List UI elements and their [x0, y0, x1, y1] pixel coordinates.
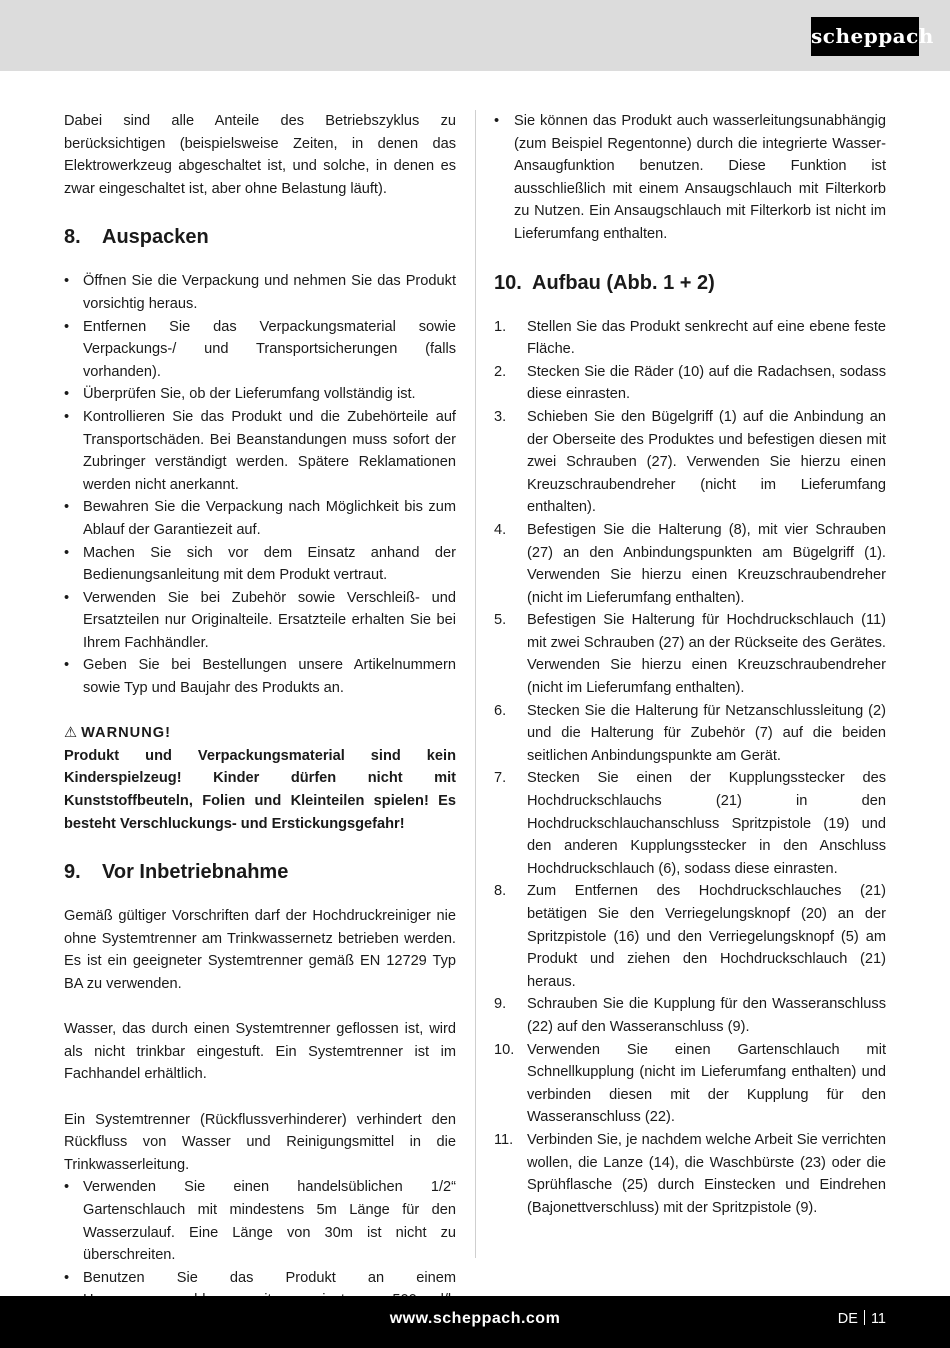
list-item: 11. Verbinden Sie, je nachdem welche Arbeit Sie verrichten wollen, die Lanze (14), die Waschbürste (23) oder die Sprühflasche (25) durch Einstecken und Eindrehen (Bajonettverschluss) mit der Spritzpistole (9).	[494, 1131, 886, 1216]
header-bar	[0, 0, 950, 71]
section-9-title: Vor Inbetriebnahme	[102, 861, 289, 884]
section-9-paragraph-2: Wasser, das durch einen Systemtrenner geflossen ist, wird als nicht trinkbar eingestuft. Ein Systemtrenner ist im Fachhandel erhältlich.	[64, 1021, 456, 1083]
section-9-paragraph-1: Gemäß gültiger Vorschriften darf der Hochdruckreiniger nie ohne Systemtrenner am Trinkwassernetz betrieben werden. Es ist ein geeigneter Systemtrenner gemäß EN 12729 Typ BA zu verwenden.	[64, 908, 456, 992]
list-item: • Bewahren Sie die Verpackung nach Möglichkeit bis zum Ablauf der Garantiezeit auf.	[64, 499, 456, 538]
page-number: 11	[870, 1311, 886, 1327]
list-item: • Verwenden Sie einen handelsüblichen 1/2“ Gartenschlauch mit mindestens 5m Länge für den Wasserzulauf. Eine Länge von 30m ist nicht zu überschreiten.	[64, 1179, 456, 1264]
list-item: 1. Stellen Sie das Produkt senkrecht auf eine ebene feste Fläche.	[494, 318, 886, 358]
warning-text: Produkt und Verpackungsmaterial sind kein Kinderspielzeug! Kinder dürfen nicht mit Kunststoffbeuteln, Folien und Kleinteilen spielen! Es besteht Verschluckungs- und Erstickungsgefahr!	[64, 747, 456, 832]
list-item: 10. Verwenden Sie einen Gartenschlauch mit Schnellkupplung (nicht im Lieferumfang enthalten) und verbinden diesen mit der Kupplung für den Wasseranschluss (22).	[494, 1041, 886, 1126]
list-item: 6. Stecken Sie die Halterung für Netzanschlussleitung (2) und die Halterung für Zubehör (7) auf die beiden seitlichen Anbindungspunkte am Gerät.	[494, 702, 886, 764]
list-item: 9. Schrauben Sie die Kupplung für den Wasseranschluss (22) auf den Wasseranschluss (9).	[494, 996, 886, 1035]
intro-paragraph: Dabei sind alle Anteile des Betriebszyklus zu berücksichtigen (beispielsweise Zeiten, in denen das Elektrowerkzeug abgeschaltet ist, und solche, in denen es zwar eingeschaltet ist, aber ohne Belastung läuft).	[64, 113, 456, 197]
left-column	[64, 110, 456, 1335]
list-item: • Entfernen Sie das Verpackungsmaterial sowie Verpackungs-/ und Transportsicherungen (falls vorhanden).	[64, 318, 456, 380]
list-item: • Sie können das Produkt auch wasserleitungsunabhängig (zum Beispiel Regentonne) durch die integrierte Wasser-Ansaugfunktion benutzen. Diese Funktion ist ausschließlich mit einem Ansaugschlauch mit Filterkorb zu Nutzen. Ein Ansaugschlauch mit Filterkorb ist nicht im Lieferumfang enthalten.	[494, 113, 886, 242]
warning-triangle-icon: ⚠	[64, 725, 78, 742]
list-item: • Überprüfen Sie, ob der Lieferumfang vollständig ist.	[64, 386, 416, 403]
suction-list	[494, 110, 886, 246]
list-item: 7. Stecken Sie einen der Kupplungsstecker des Hochdruckschlauchs (21) in den Hochdruckschlauchanschluss Spritzpistole (19) und den anderen Kupplungsstecker in den Anschluss Hochdruckschlauch (6), sodass diese einrasten.	[494, 770, 886, 877]
website-link[interactable]: www.scheppach.com	[389, 1310, 561, 1327]
column-divider	[475, 110, 476, 1258]
section-9-paragraph-3: Ein Systemtrenner (Rückflussverhinderer) verhindert den Rückfluss von Wasser und Reinigungsmittel in die Trinkwasserleitung.	[64, 1111, 456, 1173]
section-9-heading	[64, 859, 456, 885]
list-item: • Öffnen Sie die Verpackung und nehmen Sie das Produkt vorsichtig heraus.	[64, 273, 456, 312]
right-column	[494, 110, 886, 1219]
footer-bar	[0, 1296, 950, 1348]
section-10-title: Aufbau (Abb. 1 + 2)	[532, 271, 715, 294]
list-item: • Machen Sie sich vor dem Einsatz anhand der Bedienungsanleitung mit dem Produkt vertraut.	[64, 544, 456, 584]
section-8-title: Auspacken	[102, 226, 209, 249]
brand-logo: scheppach	[811, 17, 919, 56]
assembly-steps	[494, 316, 886, 1220]
section-9-number: 9.	[64, 861, 81, 884]
list-item: 2. Stecken Sie die Räder (10) auf die Radachsen, sodass diese einrasten.	[494, 363, 886, 403]
section-10-number: 10.	[494, 271, 522, 294]
section-8-number: 8.	[64, 226, 81, 249]
section-10-heading	[494, 270, 886, 296]
page-info	[838, 1296, 886, 1342]
list-item: 4. Befestigen Sie die Halterung (8), mit vier Schrauben (27) an den Anbindungspunkten am Bügelgriff (1). Verwenden Sie hierzu einen Kreuzschraubendreher (nicht im Lieferumfang enthalten).	[494, 521, 886, 606]
language-code: DE	[837, 1311, 858, 1327]
list-item: • Geben Sie bei Bestellungen unsere Artikelnummern sowie Typ und Baujahr des Produkts an.	[64, 657, 456, 697]
list-item: 5. Befestigen Sie Halterung für Hochdruckschlauch (11) mit zwei Schrauben (27) an der Rückseite des Gerätes. Verwenden Sie hierzu einen Kreuzschraubendreher (nicht im Lieferumfang enthalten).	[494, 612, 886, 697]
section-8-heading	[64, 224, 456, 250]
warning-heading: ⚠ WARNUNG!	[64, 725, 171, 742]
list-item: • Kontrollieren Sie das Produkt und die Zubehörteile auf Transportschäden. Bei Beanstandungen muss sofort der Zubringer verständigt werden. Spätere Reklamationen werden nicht anerkannt.	[64, 408, 456, 493]
list-item: • Benutzen Sie das Produkt an einem	[64, 1269, 456, 1286]
list-item: 3. Schieben Sie den Bügelgriff (1) auf die Anbindung an der Oberseite des Produktes und befestigen diesen mit zwei Schrauben (27). Verwenden Sie hierzu einen Kreuzschraubendreher (nicht im Lieferumfang enthalten).	[494, 408, 886, 516]
unpacking-list	[64, 270, 456, 699]
list-item: • Verwenden Sie bei Zubehör sowie Verschleiß- und Ersatzteilen nur Originalteile. Ersatzteile erhalten Sie bei Ihrem Fachhändler.	[64, 589, 456, 651]
list-item: 8. Zum Entfernen des Hochdruckschlauches (21) betätigen Sie den Verriegelungsknopf (20) an der Spritzpistole (16) und den Verriegelungsknopf (5) am Produkt und ziehen den Hochdruckschlauch (21) heraus.	[494, 883, 886, 990]
